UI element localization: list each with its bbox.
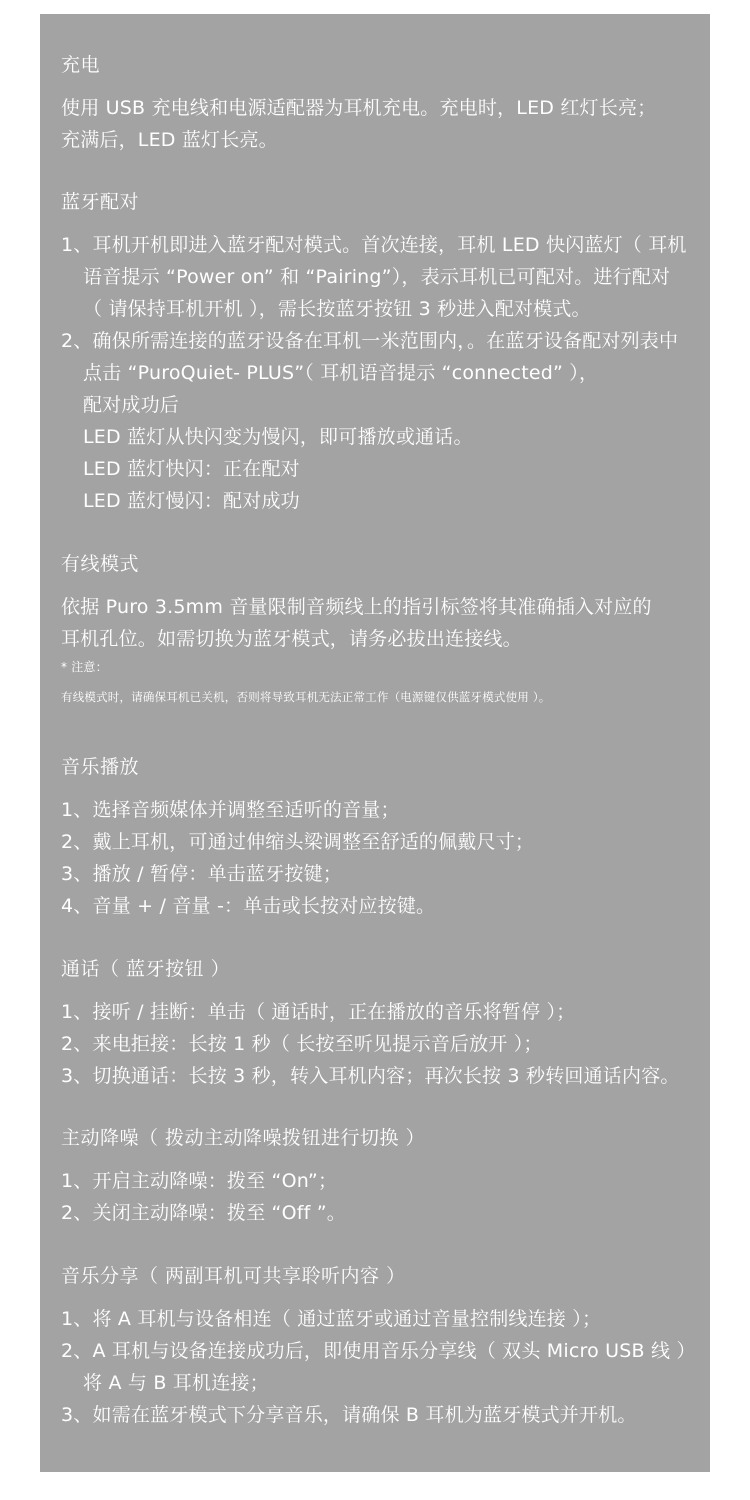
text-line: 1、耳机开机即进入蓝牙配对模式。首次连接，耳机 LED 快闪蓝灯（ 耳机 xyxy=(61,234,687,256)
text-line: 使用 USB 充电线和电源适配器为耳机充电。充电时，LED 红灯长亮； xyxy=(61,97,657,119)
note-title: * 注意： xyxy=(61,660,108,674)
section-title: 充电 xyxy=(61,54,101,76)
text-line: 1、开启主动降噪：拨至 “On”； xyxy=(61,1170,338,1192)
text-line: 2、A 耳机与设备连接成功后，即使用音乐分享线（ 双头 Micro USB 线 ） xyxy=(61,1340,696,1362)
note-text: 有线模式时，请确保耳机已关机，否则将导致耳机无法正常工作（电源键仅供蓝牙模式使用 ）。 xyxy=(61,690,551,704)
text-line: 2、确保所需连接的蓝牙设备在耳机一米范围内，。在蓝牙设备配对列表中 xyxy=(61,330,679,352)
section-anc xyxy=(61,1127,700,1229)
text-line: LED 蓝灯快闪：正在配对 xyxy=(83,458,300,480)
text-line: 3、切换通话：长按 3 秒，转入耳机内容；再次长按 3 秒转回通话内容。 xyxy=(61,1065,680,1087)
manual-panel xyxy=(40,14,710,1472)
text-line: LED 蓝灯从快闪变为慢闪，即可播放或通话。 xyxy=(83,426,473,448)
text-line: 依据 Puro 3.5mm 音量限制音频线上的指引标签将其准确插入对应的 xyxy=(61,596,652,618)
text-line: 3、如需在蓝牙模式下分享音乐，请确保 B 耳机为蓝牙模式并开机。 xyxy=(61,1404,637,1426)
text-line: （ 请保持耳机开机 ），需长按蓝牙按钮 3 秒进入配对模式。 xyxy=(83,298,591,320)
section-title: 音乐分享（ 两副耳机可共享聆听内容 ） xyxy=(61,1265,406,1287)
text-line: 4、音量 + / 音量 -：单击或长按对应按键。 xyxy=(61,895,436,917)
section-call xyxy=(61,958,700,1092)
text-line: 充满后，LED 蓝灯长亮。 xyxy=(61,129,278,151)
section-title: 通话（ 蓝牙按钮 ） xyxy=(61,958,231,980)
section-title: 蓝牙配对 xyxy=(61,191,140,213)
text-line: 3、播放 / 暂停：单击蓝牙按键； xyxy=(61,863,342,885)
text-line: 1、将 A 耳机与设备相连（ 通过蓝牙或通过音量控制线连接 ）； xyxy=(61,1308,602,1330)
text-line: LED 蓝灯慢闪：配对成功 xyxy=(83,490,300,512)
section-share xyxy=(61,1265,700,1431)
text-line: 耳机孔位。如需切换为蓝牙模式，请务必拔出连接线。 xyxy=(61,628,522,650)
section-title: 主动降噪（ 拨动主动降噪拨钮进行切换 ） xyxy=(61,1127,426,1149)
section-wired xyxy=(61,553,700,705)
section-title: 音乐播放 xyxy=(61,756,140,778)
section-title: 有线模式 xyxy=(61,553,140,575)
section-music xyxy=(61,756,700,922)
section-charging xyxy=(61,54,700,156)
text-line: 配对成功后 xyxy=(83,394,180,416)
text-line: 语音提示 “Power on” 和 “Pairing”），表示耳机已可配对。进行配对 xyxy=(83,266,671,288)
text-line: 1、选择音频媒体并调整至适听的音量； xyxy=(61,799,400,821)
text-line: 2、来电拒接：长按 1 秒（ 长按至听见提示音后放开 ）； xyxy=(61,1033,543,1055)
text-line: 1、接听 / 挂断：单击（ 通话时，正在播放的音乐将暂停 ）； xyxy=(61,1001,576,1023)
text-line: 点击 “PuroQuiet- PLUS”（ 耳机语音提示 “connected” ）， xyxy=(83,362,599,384)
text-line: 将 A 与 B 耳机连接； xyxy=(83,1372,269,1394)
text-line: 2、关闭主动降噪：拨至 “Off ”。 xyxy=(61,1202,346,1224)
text-line: 2、戴上耳机，可通过伸缩头梁调整至舒适的佩戴尺寸； xyxy=(61,831,535,853)
section-pairing xyxy=(61,191,700,517)
